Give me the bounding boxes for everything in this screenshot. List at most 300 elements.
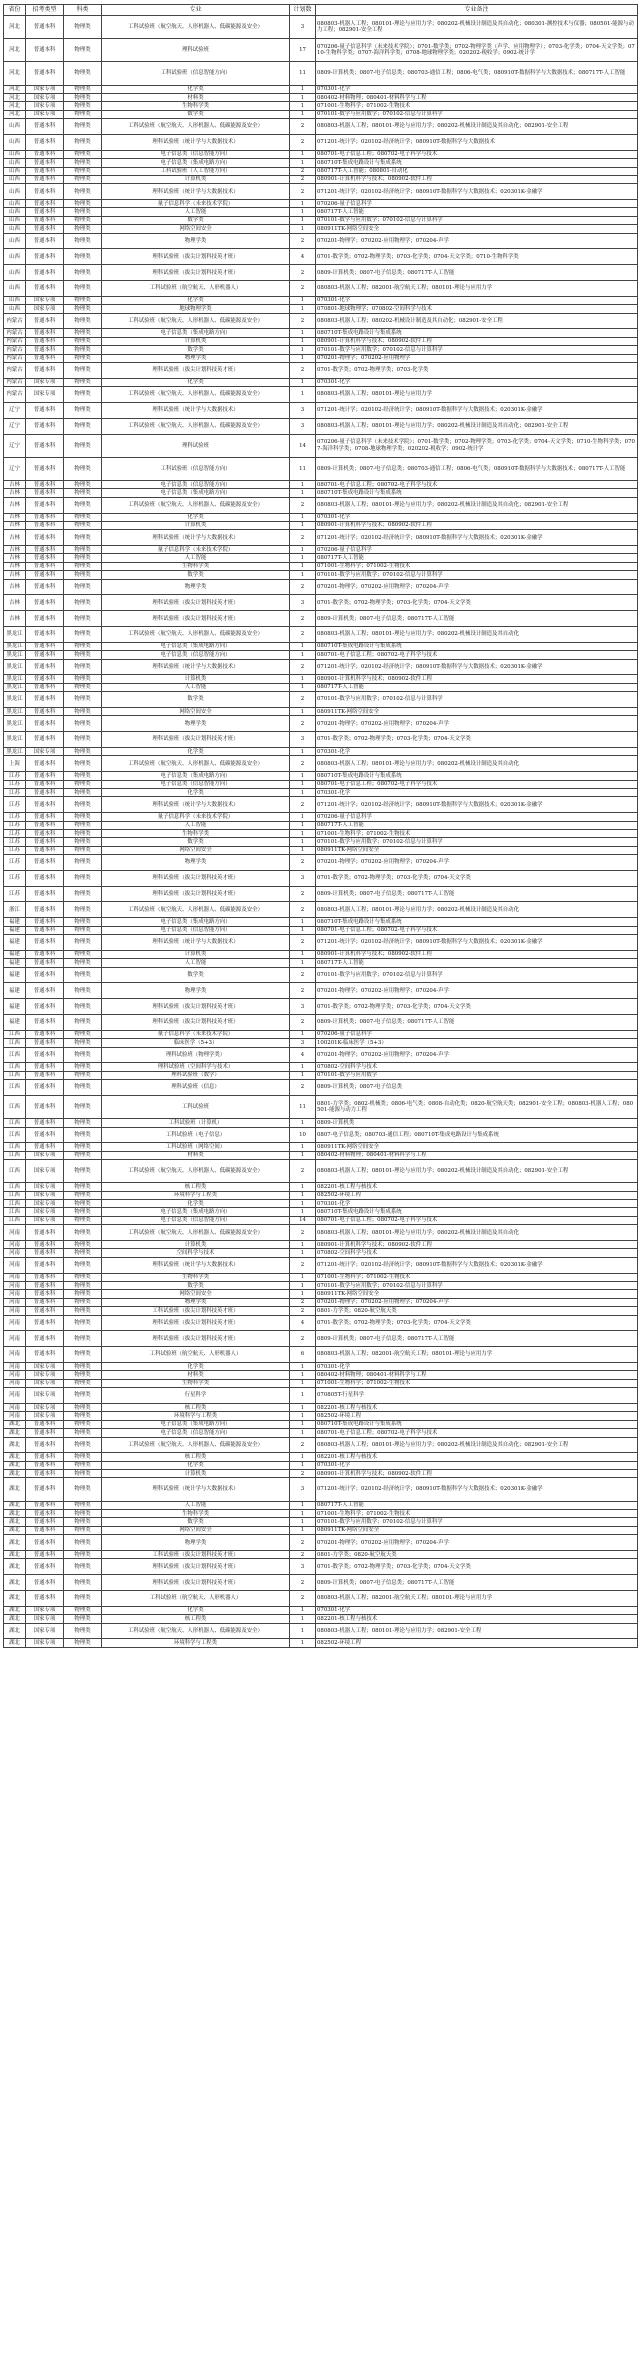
cell-admission-type: 普通本科 — [26, 513, 64, 521]
cell-plan-count: 1 — [290, 1063, 316, 1071]
cell-major: 电子信息类（信息智能方向） — [102, 926, 290, 934]
cell-plan-count: 3 — [290, 870, 316, 886]
cell-admission-type: 普通本科 — [26, 418, 64, 434]
cell-subject-category: 物理类 — [64, 983, 102, 999]
cell-plan-count: 14 — [290, 1216, 316, 1224]
cell-major: 电子信息类（信息智能方向） — [102, 1216, 290, 1224]
cell-major-notes: 070301-化学 — [316, 85, 638, 93]
table-row — [4, 902, 638, 918]
cell-plan-count: 1 — [290, 683, 316, 691]
cell-major-notes: 071001-生物科学；071002-生物技术 — [316, 1379, 638, 1387]
cell-major: 材料类 — [102, 1371, 290, 1379]
table-row — [4, 846, 638, 854]
cell-major: 核工程类 — [102, 1615, 290, 1623]
cell-major: 理科试验班 — [102, 39, 290, 62]
cell-subject-category: 物理类 — [64, 1510, 102, 1518]
cell-major: 数学类 — [102, 1282, 290, 1290]
cell-major-notes: 080717T-人工智能；080801-自动化 — [316, 167, 638, 175]
table-row — [4, 110, 638, 118]
table-row — [4, 402, 638, 418]
cell-major-notes: 082502-环境工程 — [316, 1191, 638, 1199]
table-row — [4, 967, 638, 983]
table-row — [4, 1298, 638, 1306]
cell-admission-type: 国家专项 — [26, 1191, 64, 1199]
table-row — [4, 354, 638, 362]
cell-major-notes: 071201-统计学；020102-经济统计学；080910T-数据科学与大数据技术；020301K-金融学 — [316, 530, 638, 546]
cell-admission-type: 普通本科 — [26, 1591, 64, 1607]
cell-admission-type: 普通本科 — [26, 571, 64, 579]
cell-province: 江苏 — [4, 829, 26, 837]
cell-major-notes: 080901-计算机科学与技术；080902-软件工程 — [316, 675, 638, 683]
table-row — [4, 200, 638, 208]
cell-plan-count: 1 — [290, 562, 316, 570]
cell-plan-count: 1 — [290, 1362, 316, 1370]
cell-province: 山西 — [4, 150, 26, 158]
cell-province: 吉林 — [4, 530, 26, 546]
cell-admission-type: 普通本科 — [26, 1575, 64, 1591]
cell-subject-category: 物理类 — [64, 571, 102, 579]
cell-major-notes: 070201-物理学；070202-应用物理学；070204-声学 — [316, 1298, 638, 1306]
cell-major-notes: 080717T-人工智能 — [316, 959, 638, 967]
cell-province: 山西 — [4, 281, 26, 297]
table-row — [4, 1501, 638, 1509]
cell-major-notes: 070201-物理学；070202-应用物理学；070204-声学 — [316, 855, 638, 871]
cell-plan-count: 3 — [290, 999, 316, 1015]
cell-major-notes: 080701-电子信息工程；080702-电子科学与技术 — [316, 1429, 638, 1437]
cell-plan-count: 1 — [290, 1183, 316, 1191]
cell-admission-type: 普通本科 — [26, 926, 64, 934]
cell-subject-category: 物理类 — [64, 62, 102, 85]
table-row — [4, 1518, 638, 1526]
cell-plan-count: 1 — [290, 1615, 316, 1623]
cell-plan-count: 1 — [290, 571, 316, 579]
cell-subject-category: 物理类 — [64, 1453, 102, 1461]
table-row — [4, 119, 638, 135]
cell-major: 材料类 — [102, 1151, 290, 1159]
cell-subject-category: 物理类 — [64, 756, 102, 772]
cell-major-notes: 070101-数学与应用数学；070102-信息与计算科学 — [316, 692, 638, 708]
cell-subject-category: 物理类 — [64, 1200, 102, 1208]
cell-province: 河南 — [4, 1331, 26, 1347]
cell-admission-type: 国家专项 — [26, 1412, 64, 1420]
table-row — [4, 571, 638, 579]
cell-plan-count: 1 — [290, 1371, 316, 1379]
cell-admission-type: 普通本科 — [26, 627, 64, 643]
table-row — [4, 595, 638, 611]
cell-major: 量子信息科学（未来技术学院） — [102, 1030, 290, 1038]
cell-subject-category: 物理类 — [64, 716, 102, 732]
cell-subject-category: 物理类 — [64, 797, 102, 813]
cell-major: 理科试验班（统计学与大数据技术） — [102, 402, 290, 418]
cell-plan-count: 2 — [290, 716, 316, 732]
cell-subject-category: 物理类 — [64, 1315, 102, 1331]
cell-major: 化学类 — [102, 1200, 290, 1208]
table-row — [4, 1119, 638, 1127]
cell-subject-category: 物理类 — [64, 1160, 102, 1183]
cell-plan-count: 1 — [290, 1518, 316, 1526]
cell-major-notes: 080710T-集成电路设计与集成系统 — [316, 159, 638, 167]
cell-subject-category: 物理类 — [64, 1623, 102, 1639]
cell-major: 理科试验班（统计学与大数据技术） — [102, 530, 290, 546]
cell-admission-type: 普通本科 — [26, 1298, 64, 1306]
table-row — [4, 950, 638, 958]
cell-province: 江西 — [4, 1080, 26, 1096]
table-row — [4, 546, 638, 554]
cell-province: 湖北 — [4, 1453, 26, 1461]
cell-plan-count: 1 — [290, 675, 316, 683]
cell-plan-count: 1 — [290, 1030, 316, 1038]
table-row — [4, 1331, 638, 1347]
cell-plan-count: 1 — [290, 1208, 316, 1216]
cell-major-notes: 071201-统计学；020102-经济统计学；080910T-数据科学与大数据技术；020301K-金融学 — [316, 935, 638, 951]
cell-major-notes: 070801-地球物理学；070802-空间科学与技术 — [316, 305, 638, 313]
cell-province: 吉林 — [4, 554, 26, 562]
cell-major-notes: 071001-生物科学；071002-生物技术 — [316, 829, 638, 837]
cell-admission-type: 普通本科 — [26, 434, 64, 457]
cell-province: 江西 — [4, 1191, 26, 1199]
cell-major-notes: 0809-计算机类；0807-电子信息类；080717T-人工智能 — [316, 265, 638, 281]
cell-plan-count: 4 — [290, 1047, 316, 1063]
cell-major: 人工智能 — [102, 208, 290, 216]
cell-major-notes: 070206-量子信息科学 — [316, 813, 638, 821]
cell-admission-type: 普通本科 — [26, 346, 64, 354]
table-row — [4, 732, 638, 748]
cell-plan-count: 1 — [290, 780, 316, 788]
cell-admission-type: 普通本科 — [26, 855, 64, 871]
cell-province: 福建 — [4, 999, 26, 1015]
cell-subject-category: 物理类 — [64, 1461, 102, 1469]
cell-admission-type: 普通本科 — [26, 999, 64, 1015]
cell-major-notes: 070301-化学 — [316, 788, 638, 796]
table-row — [4, 378, 638, 386]
cell-plan-count: 1 — [290, 1273, 316, 1281]
cell-province: 江西 — [4, 1039, 26, 1047]
cell-major: 理科试验班（拔尖计划科技英才班） — [102, 362, 290, 378]
cell-major-notes: 080701-电子信息工程；080702-电子科学与技术 — [316, 480, 638, 488]
cell-admission-type: 普通本科 — [26, 1420, 64, 1428]
header-plan-count: 计划数 — [290, 5, 316, 16]
cell-plan-count: 1 — [290, 329, 316, 337]
cell-subject-category: 物理类 — [64, 1420, 102, 1428]
cell-plan-count: 1 — [290, 1241, 316, 1249]
cell-plan-count: 10 — [290, 1127, 316, 1143]
cell-province: 江西 — [4, 1151, 26, 1159]
cell-major-notes: 080803-机器人工程；080101-理论与应用力学；080202-机械设计制造及其自动化 — [316, 627, 638, 643]
table-row — [4, 1420, 638, 1428]
cell-subject-category: 物理类 — [64, 296, 102, 304]
cell-plan-count: 1 — [290, 1412, 316, 1420]
cell-major-notes: 070101-数学与应用数学；070102-信息与计算科学 — [316, 1518, 638, 1526]
cell-major: 环境科学与工程类 — [102, 1639, 290, 1647]
cell-major: 理科试验班（空间科学与技术） — [102, 1063, 290, 1071]
cell-province: 吉林 — [4, 521, 26, 529]
cell-plan-count: 1 — [290, 1606, 316, 1614]
cell-province: 吉林 — [4, 546, 26, 554]
cell-plan-count: 3 — [290, 1559, 316, 1575]
cell-major-notes: 080803-机器人工程；080202-机械设计制造及其自动化；082901-安全工程 — [316, 313, 638, 329]
cell-major-notes: 0809-计算机类 — [316, 1119, 638, 1127]
table-row — [4, 1063, 638, 1071]
cell-major-notes: 080803-机器人工程；082001-航空航天工程；080101-理论与应用力学 — [316, 281, 638, 297]
cell-plan-count: 2 — [290, 1298, 316, 1306]
cell-plan-count: 1 — [290, 346, 316, 354]
cell-admission-type: 普通本科 — [26, 1535, 64, 1551]
cell-admission-type: 国家专项 — [26, 1403, 64, 1411]
table-row — [4, 1388, 638, 1404]
cell-major: 数学类 — [102, 346, 290, 354]
cell-plan-count: 2 — [290, 175, 316, 183]
table-row — [4, 1039, 638, 1047]
cell-major-notes: 0701-数学类；0702-物理学类；0703-化学类 — [316, 362, 638, 378]
cell-admission-type: 普通本科 — [26, 886, 64, 902]
cell-admission-type: 普通本科 — [26, 1127, 64, 1143]
cell-subject-category: 物理类 — [64, 611, 102, 627]
cell-subject-category: 物理类 — [64, 886, 102, 902]
cell-major: 化学类 — [102, 1362, 290, 1370]
table-row — [4, 1249, 638, 1257]
cell-major-notes: 080710T-集成电路设计与集成系统 — [316, 1420, 638, 1428]
cell-major-notes: 070101-数学与应用数学；070102-信息与计算科学 — [316, 571, 638, 579]
cell-admission-type: 普通本科 — [26, 651, 64, 659]
table-row — [4, 838, 638, 846]
cell-subject-category: 物理类 — [64, 1151, 102, 1159]
cell-plan-count: 1 — [290, 772, 316, 780]
cell-major-notes: 070201-物理学；070202-应用物理学；070204-声学 — [316, 233, 638, 249]
table-row — [4, 167, 638, 175]
cell-major: 化学类 — [102, 378, 290, 386]
cell-province: 湖北 — [4, 1461, 26, 1469]
cell-province: 山西 — [4, 265, 26, 281]
cell-admission-type: 普通本科 — [26, 1015, 64, 1031]
cell-province: 福建 — [4, 926, 26, 934]
cell-major: 工科试验班（航空航天、人形机器人、低碳能源及安全） — [102, 313, 290, 329]
cell-subject-category: 物理类 — [64, 1347, 102, 1363]
cell-major-notes: 0801-力学类；0820-航空航天类 — [316, 1551, 638, 1559]
table-row — [4, 1526, 638, 1534]
cell-subject-category: 物理类 — [64, 902, 102, 918]
cell-province: 山西 — [4, 296, 26, 304]
cell-subject-category: 物理类 — [64, 418, 102, 434]
cell-admission-type: 普通本科 — [26, 1095, 64, 1118]
table-row — [4, 959, 638, 967]
cell-major: 工科试验班（航空航天、人形机器人、低碳能源及安全） — [102, 497, 290, 513]
cell-subject-category: 物理类 — [64, 159, 102, 167]
cell-subject-category: 物理类 — [64, 513, 102, 521]
cell-major-notes: 080803-机器人工程；080101-理论与应用力学；080202-机械设计制造及其自动化；082901-安全工程 — [316, 418, 638, 434]
table-row — [4, 249, 638, 265]
cell-subject-category: 物理类 — [64, 1047, 102, 1063]
table-row — [4, 1080, 638, 1096]
cell-admission-type: 普通本科 — [26, 480, 64, 488]
cell-major: 电子信息类（信息智能方向） — [102, 780, 290, 788]
cell-province: 黑龙江 — [4, 642, 26, 650]
cell-subject-category: 物理类 — [64, 1591, 102, 1607]
cell-plan-count: 1 — [290, 110, 316, 118]
table-row — [4, 692, 638, 708]
cell-admission-type: 普通本科 — [26, 362, 64, 378]
cell-plan-count: 1 — [290, 200, 316, 208]
table-row — [4, 1551, 638, 1559]
table-row — [4, 1208, 638, 1216]
table-row — [4, 418, 638, 434]
cell-major: 理科试验班（拔尖计划科技英才班） — [102, 1575, 290, 1591]
cell-province: 河北 — [4, 110, 26, 118]
cell-major-notes: 0809-计算机类；0807-电子信息类；080703-通信工程；0806-电气类；080910T-数据科学与大数据技术；080717T-人工智能 — [316, 457, 638, 480]
cell-major: 工科试验班（航空航天、人形机器人） — [102, 1347, 290, 1363]
table-row — [4, 489, 638, 497]
cell-major-notes: 0701-数学类；0702-物理学类；0703-化学类；0704-天文学类 — [316, 870, 638, 886]
cell-province: 江苏 — [4, 788, 26, 796]
cell-admission-type: 普通本科 — [26, 200, 64, 208]
cell-admission-type: 普通本科 — [26, 1143, 64, 1151]
cell-admission-type: 普通本科 — [26, 788, 64, 796]
cell-province: 山西 — [4, 208, 26, 216]
table-row — [4, 329, 638, 337]
cell-subject-category: 物理类 — [64, 93, 102, 101]
cell-admission-type: 普通本科 — [26, 134, 64, 150]
cell-admission-type: 普通本科 — [26, 1080, 64, 1096]
cell-province: 山西 — [4, 249, 26, 265]
cell-major: 生物科学类 — [102, 1273, 290, 1281]
cell-major-notes: 080911TK-网络空间安全 — [316, 225, 638, 233]
cell-province: 湖北 — [4, 1623, 26, 1639]
cell-major-notes: 070201-物理学；070202-应用物理学；070204-声学 — [316, 1535, 638, 1551]
cell-admission-type: 普通本科 — [26, 1551, 64, 1559]
cell-subject-category: 物理类 — [64, 281, 102, 297]
table-row — [4, 829, 638, 837]
cell-plan-count: 6 — [290, 1347, 316, 1363]
cell-subject-category: 物理类 — [64, 855, 102, 871]
cell-major-notes: 0809-计算机类；0807-电子信息类；080717T-人工智能 — [316, 1575, 638, 1591]
cell-province: 江苏 — [4, 838, 26, 846]
cell-admission-type: 国家专项 — [26, 296, 64, 304]
cell-plan-count: 2 — [290, 855, 316, 871]
cell-major-notes: 070201-物理学；070202-应用物理学；070204-声学 — [316, 716, 638, 732]
cell-admission-type: 普通本科 — [26, 457, 64, 480]
cell-subject-category: 物理类 — [64, 1429, 102, 1437]
cell-plan-count: 3 — [290, 418, 316, 434]
cell-major: 化学类 — [102, 1461, 290, 1469]
cell-subject-category: 物理类 — [64, 119, 102, 135]
cell-major: 工科试验班（航空航天、人形机器人、低碳能源及安全） — [102, 418, 290, 434]
table-row — [4, 821, 638, 829]
table-row — [4, 1559, 638, 1575]
cell-plan-count: 1 — [290, 1510, 316, 1518]
cell-major-notes: 080803-机器人工程；082001-航空航天工程；080101-理论与应用力学 — [316, 1347, 638, 1363]
cell-admission-type: 普通本科 — [26, 233, 64, 249]
table-row — [4, 1429, 638, 1437]
cell-major: 工科试验班（航空航天、人形机器人、低碳能源及安全） — [102, 16, 290, 39]
cell-province: 湖北 — [4, 1429, 26, 1437]
cell-admission-type: 普通本科 — [26, 1429, 64, 1437]
cell-plan-count: 11 — [290, 62, 316, 85]
cell-admission-type: 普通本科 — [26, 772, 64, 780]
cell-major: 工科试验班（航空航天、人形机器人） — [102, 281, 290, 297]
table-row — [4, 1453, 638, 1461]
cell-major-notes: 0809-计算机类；0807-电子信息类；080717T-人工智能 — [316, 611, 638, 627]
cell-subject-category: 物理类 — [64, 1470, 102, 1478]
cell-province: 河南 — [4, 1298, 26, 1306]
cell-admission-type: 普通本科 — [26, 732, 64, 748]
cell-province: 山西 — [4, 200, 26, 208]
cell-admission-type: 普通本科 — [26, 1071, 64, 1079]
cell-admission-type: 普通本科 — [26, 1290, 64, 1298]
cell-province: 江苏 — [4, 813, 26, 821]
table-row — [4, 346, 638, 354]
cell-major-notes: 080803-机器人工程；080101-理论与应用力学；080202-机械设计制造及其自动化；080301-测控技术与仪器；080501-能源与动力工程；082901-安全工程 — [316, 16, 638, 39]
cell-subject-category: 物理类 — [64, 788, 102, 796]
cell-subject-category: 物理类 — [64, 134, 102, 150]
cell-province: 河南 — [4, 1273, 26, 1281]
table-row — [4, 1290, 638, 1298]
cell-major: 电子信息类（信息智能方向） — [102, 480, 290, 488]
cell-major: 工科试验班（信息智能方向） — [102, 457, 290, 480]
cell-admission-type: 普通本科 — [26, 1257, 64, 1273]
cell-province: 河北 — [4, 39, 26, 62]
cell-subject-category: 物理类 — [64, 651, 102, 659]
table-row — [4, 1183, 638, 1191]
table-row — [4, 93, 638, 101]
cell-admission-type: 普通本科 — [26, 1225, 64, 1241]
cell-major: 理科试验班（拔尖计划科技英才班） — [102, 1331, 290, 1347]
cell-major: 理科试验班（统计学与大数据技术） — [102, 935, 290, 951]
cell-plan-count: 2 — [290, 935, 316, 951]
cell-plan-count: 1 — [290, 225, 316, 233]
cell-major: 数学类 — [102, 216, 290, 224]
table-row — [4, 1403, 638, 1411]
cell-province: 江西 — [4, 1030, 26, 1038]
cell-major-notes: 071201-统计学；020102-经济统计学；080910T-数据科学与大数据技术 — [316, 134, 638, 150]
cell-province: 内蒙古 — [4, 354, 26, 362]
cell-admission-type: 普通本科 — [26, 813, 64, 821]
cell-plan-count: 11 — [290, 1095, 316, 1118]
cell-major: 电子信息类（集成电路方向） — [102, 1420, 290, 1428]
cell-major-notes: 080803-机器人工程；080101-理论与应用力学；080202-机械设计制造及其自动化；082901-安全工程 — [316, 1160, 638, 1183]
table-row — [4, 675, 638, 683]
cell-major: 工科试验班（航空航天、人形机器人、低碳能源及安全） — [102, 1225, 290, 1241]
table-row — [4, 611, 638, 627]
cell-plan-count: 1 — [290, 150, 316, 158]
cell-major-notes: 071201-统计学；020102-经济统计学；080910T-数据科学与大数据技术；020301K-金融学 — [316, 1478, 638, 1501]
cell-subject-category: 物理类 — [64, 1216, 102, 1224]
cell-major-notes: 070101-数学与应用数学；070102-信息与计算科学 — [316, 1282, 638, 1290]
cell-major-notes: 070101-数学与应用数学；070102-信息与计算科学 — [316, 216, 638, 224]
table-row — [4, 747, 638, 755]
cell-major-notes: 080710T-集成电路设计与集成系统 — [316, 1208, 638, 1216]
cell-plan-count: 1 — [290, 1403, 316, 1411]
table-row — [4, 1535, 638, 1551]
cell-admission-type: 普通本科 — [26, 1453, 64, 1461]
cell-subject-category: 物理类 — [64, 870, 102, 886]
cell-admission-type: 国家专项 — [26, 1388, 64, 1404]
cell-admission-type: 国家专项 — [26, 1371, 64, 1379]
table-body — [4, 16, 638, 1648]
table-row — [4, 1591, 638, 1607]
cell-plan-count: 1 — [290, 926, 316, 934]
cell-major-notes: 080803-机器人工程；080101-理论与应用力学；082901-安全工程 — [316, 1623, 638, 1639]
cell-major-notes: 070201-物理学；070202-应用物理学；070204-声学 — [316, 983, 638, 999]
table-row — [4, 1461, 638, 1469]
cell-province: 河南 — [4, 1371, 26, 1379]
cell-plan-count: 2 — [290, 1535, 316, 1551]
cell-province: 福建 — [4, 983, 26, 999]
cell-major-notes: 070101-数学与应用数学；070102-信息与计算科学 — [316, 967, 638, 983]
cell-admission-type: 普通本科 — [26, 562, 64, 570]
cell-plan-count: 2 — [290, 1307, 316, 1315]
cell-subject-category: 物理类 — [64, 747, 102, 755]
cell-major: 生物科学类 — [102, 1510, 290, 1518]
cell-province: 江西 — [4, 1127, 26, 1143]
